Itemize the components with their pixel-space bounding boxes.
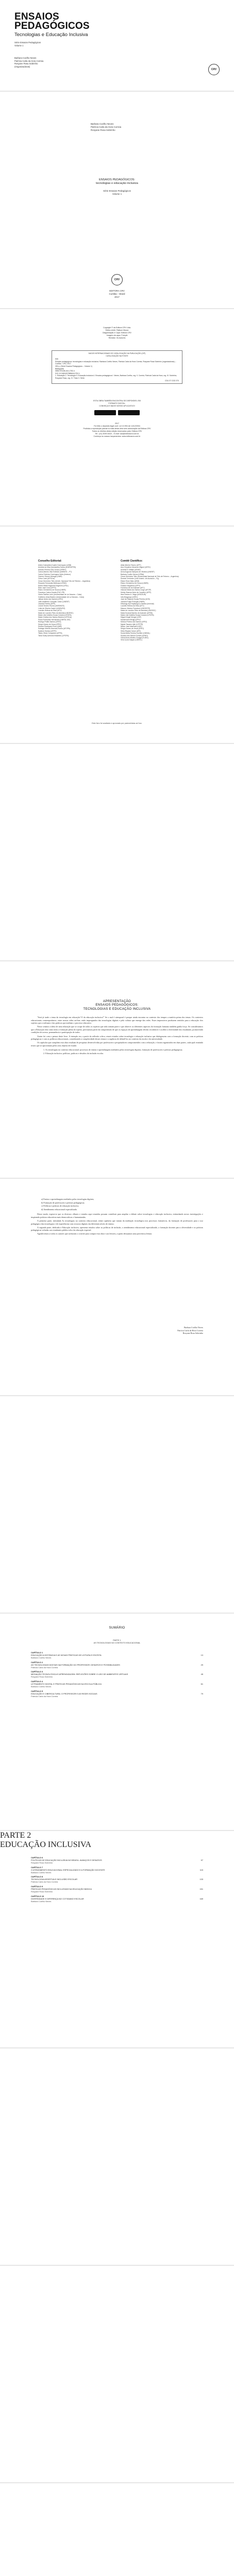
toc-entry[interactable]	[31, 1690, 203, 1698]
chapter-number: CAPÍTULO 6	[31, 1856, 43, 1859]
editorial-council-list: Conselho Editorial: Aldira Guimarães Duarte Domínguez (UNB) Andréia da Silva Quintanilha Sousa (UNIR/UFRN) Antônio Pereira Gaio Júnior (UFRRJ) Carlos Alberto Vilar Estêvão (UMINHO – PT) Carlos Federico Dominguez Avila (Unieuro) Carmen Tereza Velanga (UNIR) Celso Conti (UFSCar) Cesar Gerónimo Tello (Univer. Nacional Três de Febrero – Argentina) Eduardo Fernandes Barbosa (UFMG) Elione Maria Nogueira Diogenes (UFAL) Élsio José Corá (UFFS) Elizeu Clementino de Souza (UNEB) Francisco Carlos Duarte (PUC-PR) Gloria Fariñas León (Universidade de La Havana – Cuba) Guillermo Arias Beatón (Universidade de La Havana – Cuba) Jailson Alves dos Santos (UFRJ) João Adalberto Campato Junior (UNESP) Josania Portela (UFPI) Leonel Severo Rocha (UNISINOS) Lídia de Oliveira Xavier (UNIEURO) Lourdes Helena da Silva (UFV) Maria de Lourdes Pinto de Almeida (UNOESC) Maria Lília Imbiriba Sousa Colares (UFOPA) Maria Cristina dos Santos Bezerra (UFSCar) Paulo Romualdo Hernandes (UNIFAL-MG) Rodrigo Pratte-Santos (UFES) Sérgio Nunes de Jesus (IFRO) Simone Rodrigues Pinto (UNB) Solange Helena Ximenes-Rocha (UFOPA) Sydione Santos (UEPG) Tadeu Oliver Gonçalves (UFPA) Tania Suely Azevedo Brasileiro (UFOPA)	[38, 560, 115, 637]
council-member: Antônio Pereira Gaio Júnior (UFRRJ)	[38, 568, 66, 571]
title-page-series: Série Ensaios Pedagógicos Volume 1	[103, 190, 131, 195]
chapter-number: CAPÍTULO 9	[31, 1885, 43, 1888]
council-member: Najela Tavares Ujiie (UTFPR)	[121, 623, 143, 625]
publisher-logo-icon: CRV	[208, 64, 220, 75]
chapter-title: DIVERSIDADE E DIFERENÇA NO COTIDIANO ESCOLAR	[31, 1897, 84, 1900]
chapter-page: 151	[199, 1888, 203, 1891]
chapter-title: MEDIAÇÃO TECNOLÓGICA E APRENDIZAGEM: REFLEXÕES SOBRE O USO DE AMBIENTES VIRTUAIS	[31, 1673, 128, 1676]
chapter-title: O ATENDIMENTO EDUCACIONAL ESPECIALIZADO E A FORMAÇÃO DOCENTE	[31, 1868, 105, 1871]
title-page-publisher: EDITORA CRV Curitiba – Brasil 2017	[109, 290, 125, 298]
peer-review-note: Este livro foi avaliado e aprovado por pareceristas ad hoc.	[92, 722, 142, 724]
council-member: Francisco Carlos Duarte (PUC-PR)	[38, 591, 65, 594]
chapter-page: 29	[200, 1663, 203, 1666]
chapter-page: 97	[200, 1858, 203, 1861]
council-member: Josania Portela (UFPI)	[38, 602, 56, 605]
chapter-authors: Rosyane Rosa Sobrinho	[31, 1861, 53, 1864]
chapter-authors: Patrícia Carla da Hora Correia	[31, 1666, 58, 1669]
copyright-page	[0, 309, 234, 526]
toc-part-1	[31, 1652, 203, 1700]
toc-entry[interactable]	[31, 1671, 203, 1679]
blank-page	[0, 2483, 234, 2576]
chapter-title: PRÁTICAS PEDAGÓGICAS INCLUSIVAS NA EDUCAÇÃO BÁSICA	[31, 1888, 92, 1891]
presentation-heading: APRESENTAÇÃO ENSAIOS PEDAGÓGICOS: TECNOLOGIAS E EDUCAÇÃO INCLUSIVA	[83, 999, 151, 1011]
council-member: Diosnel Centurion (Univ Americ. de Asunción – Py)	[121, 578, 159, 580]
chapter-page: 13	[200, 1653, 203, 1656]
chapter-authors: Barbara Coelho Neves	[31, 1900, 52, 1903]
council-member: Altair Alberto Fávero (UPF)	[121, 564, 141, 566]
list-item: 1. As tecnologias no contexto educacional: processos de ensino e aprendizagem mediados pelas tecnologias digitais, formação de professores e práticas pedagógicas;	[43, 1048, 183, 1052]
summary-page-2	[0, 1831, 234, 2047]
chapter-page: 79	[200, 1692, 203, 1695]
chapter-authors: Barbara Coelho Neves	[31, 1656, 52, 1659]
chapter-number: CAPÍTULO 1	[31, 1651, 43, 1654]
blank-page	[0, 1396, 234, 1613]
council-member: Maria Cristina dos Santos Bezerra (UFSCar)	[38, 616, 72, 619]
toc-entry[interactable]	[31, 1652, 203, 1659]
council-member: Simone Rodrigues Pinto (UNB)	[38, 625, 62, 628]
council-member: Elione Maria Nogueira Diogenes (UFAL)	[38, 584, 69, 587]
toc-entry[interactable]	[31, 1857, 203, 1865]
council-member: Cesar Gerónimo Tello (Universidad Nacional de Três de Febrero – Argentina)	[121, 575, 179, 578]
blank-page	[0, 2266, 234, 2482]
cover-subtitle: Tecnologias e Educação Inclusiva	[14, 32, 88, 38]
council-member: Ilma Passos A. Veiga (UNICEUB)	[121, 594, 146, 596]
list-item: a) Ensino e aprendizagem mediados pelas tecnologias digitais;	[41, 1198, 94, 1200]
council-member: Élsio José Corá (UFFS)	[38, 587, 56, 589]
copyright-credits: Copyright © da Editora CRV Ltda. Editor-chefe: Railson Moura Diagramação e Capa: Editora CRV Imagem da capa: Freepik Revisão: Os Autores	[103, 327, 131, 339]
council-member: Helder Buenos Aires de Carvalho (UFPI)	[121, 591, 152, 594]
chapter-title: POLÍTICAS DE EDUCAÇÃO INCLUSIVA NO BRASIL: AVANÇOS E DESAFIOS	[31, 1858, 102, 1861]
toc-entry[interactable]	[31, 1895, 203, 1903]
title-page-title: ENSAIOS PEDAGÓGICOS: tecnologias e educação inclusiva	[96, 178, 138, 185]
chapter-authors: Rosyane Rosa Sobrinho	[31, 1675, 53, 1679]
council-member: Suzana dos Santos Gomes (UFMG)	[121, 634, 148, 637]
council-member: Mônica Pereira dos Santos (UFRJ)	[121, 621, 147, 623]
presentation-page-2	[0, 1179, 234, 1395]
presentation-body: "Será já tarde o tema da tecnologia em educação? E da educação inclusiva?" Se o mal é atemporal é porque ainda encontra no contexto dos tempos a matéria prima dos temas. Os contextos educacionais contemporâneos, entre nossas vidas on-line, estão impregnados das tecnologias digitais e pela cultura que emerge das redes. Esses imperativos produzem sentidos para a educação: dos sujeitos que a realizam e das práticas que mediam o processo educativo. Nesse cenário a ideia de uma educação que se ocupe de todos os sujeitos que nela tomam parte e que observe os diferentes aspectos da formação humana também ganha força. Se considerarmos que a Educação tem como meta a formação plena do sujeito, precisamos partir da compreensão de que os espaços de aprendizagem devem reconhecer e acolher a diversidade dos estudantes, promovendo condições de acesso, permanência e participação de todos. Assim foi com o pensar deste livro. A intenção era, a partir da reflexão crítica, reunir estudos sobre tecnologia e educação inclusiva que dialogassem com a formação docente, com as práticas pedagógicas e com as políticas educacionais, considerando a complexidade desses temas e a urgência de debatê-los no contexto da escola e da universidade. Os capítulos que compõem esta obra resultam de pesquisas desenvolvidas por professores e pesquisadores comprometidos com a educação, e foram organizados em duas partes, cada qual reunindo textos que se aproximam pelos seus objetos de estudo: 1. As tecnologias no contexto educacional: processos de ensino e aprendizagem mediados pelas tecnologias digitais, formação de professores e práticas pedagógicas; 2. Educação inclusiva: políticas, práticas e desafios da inclusão escolar.	[31, 1016, 203, 1055]
title-page-authors: Barbara Coelho Neves Patrícia Carla da Hora Correia Rosyane Rosa Sobrinho	[91, 123, 122, 131]
chapter-title: LETRAMENTO DIGITAL E PRÁTICAS PEDAGÓGICAS NA ESCOLA PÚBLICA	[31, 1683, 102, 1686]
council-member: Carlos Federico Dominguez Avila (Unieuro)	[38, 573, 71, 575]
chapter-title: TECNOLOGIA ASSISTIVA E INCLUSÃO ESCOLAR	[31, 1878, 78, 1881]
toc-part-2	[31, 1857, 203, 1905]
chapter-number: CAPÍTULO 3	[31, 1670, 43, 1673]
council-member: Francisco Ari de Andrade (UFC)	[121, 587, 145, 589]
council-member: Carmen Tereza Velanga (UNIR)	[38, 575, 62, 578]
google-play-badge-icon	[94, 410, 116, 415]
toc-entry[interactable]	[31, 1681, 203, 1688]
summary-page	[0, 1614, 234, 1830]
chapter-authors: Rosyane Rosa Sobrinho	[31, 1890, 53, 1893]
chapter-number: CAPÍTULO 4	[31, 1680, 43, 1683]
council-member: Aldira Guimarães Duarte Domínguez (UNB)	[38, 564, 72, 566]
council-member: Eduardo Fernandes Barbosa (UFMG)	[38, 582, 67, 585]
cover-authors: Barbara Coelho Neves Patrícia Carla da Hora Correia Rosyane Rosa Sobrinho (Organizadoras)	[14, 57, 44, 68]
council-member: Inês Bragança (UERJ)	[121, 596, 138, 598]
toc-entry[interactable]	[31, 1876, 203, 1884]
council-member: Vera Lucia Gaspar (UDESC)	[121, 639, 142, 641]
chapter-title: EDUCAÇÃO A DISTÂNCIA E AS NOVAS PRÁTICAS DE LEITURA E ESCRITA	[31, 1653, 102, 1656]
chapter-title: AS TECNOLOGIAS DIGITAIS NA FORMAÇÃO DO PROFESSOR: DESAFIOS E POSSIBILIDADES	[31, 1663, 120, 1666]
blank-page	[0, 2048, 234, 2265]
publisher-logo-icon: CRV	[111, 274, 123, 285]
council-member: Cesar Gerónimo Tello (Univer. Nacional Três de Febrero – Argentina)	[38, 580, 90, 582]
council-member: Lourdes Helena da Silva (UFV)	[121, 605, 144, 607]
chapter-authors: Patrícia Carla da Hora Correia	[31, 1694, 58, 1698]
chapter-number: CAPÍTULO 5	[31, 1689, 43, 1692]
council-member: Eliane Rose Maio (UEM)	[121, 580, 140, 582]
council-member: Mohammed Elhajji (UFRJ)	[121, 618, 141, 621]
council-member: Sonia Maria Ferreira Koehler (UNISAL)	[121, 632, 151, 635]
council-member: Sydione Santos (UEPG)	[38, 630, 57, 632]
council-member: Barbara Coelho Neves (UFBA)	[121, 573, 144, 575]
cover-page	[0, 0, 234, 91]
chapter-authors: Barbara Coelho Neves	[31, 1871, 52, 1874]
council-member: Gloria Fariñas León (Universidade de La Havana – Cuba)	[38, 594, 82, 596]
council-member: Nilson José Machado (USP)	[121, 625, 142, 628]
council-member: Maria Lília Imbiriba Sousa Colares (UFOPA)	[38, 614, 72, 616]
chapter-number: CAPÍTULO 2	[31, 1660, 43, 1664]
chapter-authors: Barbara Coelho Neves	[31, 1685, 52, 1688]
cover-title: ENSAIOS PEDAGÓGICOS	[14, 11, 90, 31]
council-member: Maria de Lourdes Pinto de Almeida (UNOESC)	[121, 609, 156, 612]
council-member: Míguel Ángel Monge (USP)	[121, 616, 142, 619]
chapter-page: 61	[200, 1683, 203, 1686]
app-store-badge-icon	[118, 410, 140, 415]
council-member: Lourdes Helena da Silva (UFV)	[38, 609, 62, 612]
council-member: José de Ribamar Sousa Pereira (UCB)	[121, 598, 150, 601]
council-member: Maria Lília Imbiriba Sousa Colares (UFOPA)	[121, 614, 154, 616]
part-2-heading: PARTE 2 EDUCAÇÃO INCLUSIVA	[0, 1831, 92, 1849]
chapter-page: 133	[199, 1878, 203, 1881]
council-member: Sérgio Nunes de Jesus (IFRO)	[121, 628, 144, 630]
title-page	[0, 92, 234, 308]
council-member: Andréia N. Militão (UEMS)	[121, 568, 141, 571]
council-member: Maria Eurácia Barreto de Andrade (UFRB)	[121, 612, 153, 614]
list-item: d) Atendimento educacional especializado.	[41, 1208, 78, 1211]
chapter-page: 169	[199, 1897, 203, 1900]
chapter-title: EDUCAÇÃO E CIBERCULTURA: O PROFESSOR E AS REDES SOCIAIS	[31, 1692, 97, 1695]
council-member: Marcos Vinicius Francisco (UNOESTE)	[121, 607, 151, 609]
chapter-number: CAPÍTULO 7	[31, 1866, 43, 1869]
council-member: Elizeu Clementino de Souza (UNEB)	[121, 582, 148, 585]
council-member: Solange Helena Ximenes-Rocha (UFOPA)	[38, 628, 71, 630]
toc-entry[interactable]	[31, 1886, 203, 1893]
toc-entry[interactable]	[31, 1867, 203, 1874]
app-store-badges	[94, 410, 140, 415]
digital-edition-notice: ESTA OBRA TAMBÉM ENCONTRA-SE DISPONÍVEL EM FORMATO DIGITAL. CONHEÇA E BAIXE NOSSO APLICATIVO!	[93, 400, 141, 407]
council-member: Carlos Alberto Vilar Estêvão (UMINHO – PT)	[38, 571, 72, 573]
council-member: Celso Conti (UFSCar)	[38, 578, 55, 580]
council-member: Paulo Romualdo Hernandes (UNIFAL-MG)	[38, 618, 71, 621]
cip-catalog-box: DADOS INTERNACIONAIS DE CATALOGAÇÃO NA PUBLICAÇÃO (CIP) CATALOGAÇÃO NA FONTE E59 Ensaios pedagógicos: tecnologias e educação inclusiva / Barbara Coelho Neves, Patrícia Carla da Hora Correia, Rosyane Rosa Sobrinho (organizadoras) – Curitiba : CRV, 2017. 390 p. (Série Ensaios Pedagógicos – Volume 1) Bibliografia ISBN 978-85-444-1752-4 DOI 10.24824/978854441752.4 1. Educação 2. Tecnologia 3. Educação inclusiva 4. Ensaios pedagógicos I. Neves, Barbara Coelho, org. II. Correia, Patrícia Carla da Hora, org. III. Sobrinho, Rosyane Rosa, org. IV. Título V. Série. CDU 37 CDD 370	[52, 350, 182, 384]
council-member: Kilwangy Kya Kapitango-a-Samba (Unemat)	[121, 602, 154, 605]
chapter-number: CAPÍTULO 10	[31, 1894, 44, 1897]
council-member: Elizeu Clementino de Souza (UNEB)	[38, 589, 66, 591]
council-member: Sérgio Nunes de Jesus (IFRO)	[38, 623, 62, 625]
council-member: Jussara Fraga Portugal (UNEB)	[121, 600, 145, 603]
chapter-number: CAPÍTULO 8	[31, 1875, 43, 1878]
list-item: 2. Educação inclusiva: políticas, práticas e desafios da inclusão escolar.	[43, 1052, 104, 1055]
presentation-list	[43, 1048, 203, 1055]
council-member: Rodrigo Pratte-Santos (UFES)	[38, 621, 61, 623]
list-item: c) Políticas e práticas de educação inclusiva;	[41, 1205, 79, 1208]
council-member: Leonel Severo Rocha (UNISINOS)	[38, 605, 64, 607]
council-member: Gláucia Maria dos Santos Jorge (UFOP)	[121, 589, 152, 591]
toc-entry[interactable]	[31, 1662, 203, 1669]
council-member: Tania Suely Azevedo Brasileiro (UFOPA)	[38, 634, 69, 637]
presentation-sublist	[41, 1198, 203, 1211]
council-member: Ana Chrystina Venancio Mignot (UERJ)	[121, 566, 151, 569]
cover-series: Série Ensaios Pedagógicos Volume 1	[14, 41, 41, 47]
scientific-committee-list: Comitê Científico: Altair Alberto Fávero (UPF) Ana Chrystina Venancio Mignot (UERJ) Andréia N. Militão (UEMS) Anna Augusta Sampaio de Oliveira (UNESP) Barbara Coelho Neves (UFBA) Cesar Gerónimo Tello (Universidad Nacional de Três de Febrero – Argentina) Diosnel Centurion (Univ Americ. de Asunción – Py) Eliane Rose Maio (UEM) Elizeu Clementino de Souza (UNEB) Fauston Negreiros (UFPI) Francisco Ari de Andrade (UFC) Gláucia Maria dos Santos Jorge (UFOP) Helder Buenos Aires de Carvalho (UFPI) Ilma Passos A. Veiga (UNICEUB) Inês Bragança (UERJ) José de Ribamar Sousa Pereira (UCB) Jussara Fraga Portugal (UNEB) Kilwangy Kya Kapitango-a-Samba (Unemat) Lourdes Helena da Silva (UFV) Marcos Vinicius Francisco (UNOESTE) Maria de Lourdes Pinto de Almeida (UNOESC) Maria Eurácia Barreto de Andrade (UFRB) Maria Lília Imbiriba Sousa Colares (UFOPA) Míguel Ángel Monge (USP) Mohammed Elhajji (UFRJ) Mônica Pereira dos Santos (UFRJ) Najela Tavares Ujiie (UTFPR) Nilson José Machado (USP) Sérgio Nunes de Jesus (IFRO) Silvia Regina Canan (URI) Sonia Maria Ferreira Koehler (UNISAL) Suzana dos Santos Gomes (UFMG) Vânia Alves Martins Chaigar (FURG) Vera Lucia Gaspar (UDESC)	[121, 560, 198, 641]
council-member: Maria de Lourdes Pinto de Almeida (UNOESC)	[38, 612, 74, 614]
council-member: Jailson Alves dos Santos (UFRJ)	[38, 598, 63, 601]
presentation-signature: Barbara Coelho Neves Patrícia Carla da Hora Correia Rosyane Rosa Sobrinho	[177, 1326, 203, 1335]
council-member: Andréia da Silva Quintanilha Sousa (UNIR/UFRN)	[38, 566, 76, 569]
council-member: João Adalberto Campato Junior (UNESP)	[38, 600, 70, 603]
chapter-page: 45	[200, 1673, 203, 1676]
council-member: Tadeu Oliver Gonçalves (UFPA)	[38, 632, 62, 635]
council-member: Lídia de Oliveira Xavier (UNIEURO)	[38, 607, 65, 609]
council-member: Silvia Regina Canan (URI)	[121, 630, 141, 632]
council-member: Guillermo Arias Beatón (Universidade de La Havana – Cuba)	[38, 596, 85, 598]
council-member: Anna Augusta Sampaio de Oliveira (UNESP)	[121, 571, 155, 573]
list-item: b) Formação de professores e práticas pedagógicas;	[41, 1201, 85, 1204]
summary-heading: SUMÁRIO	[109, 1626, 125, 1630]
editorial-council-page	[0, 527, 234, 743]
blank-page	[0, 744, 234, 960]
chapter-page: 115	[199, 1868, 203, 1871]
presentation-body-2: a) Ensino e aprendizagem mediados pelas tecnologias digitais; b) Formação de professores e práticas pedagógicas; c) Políticas e práticas de educação inclusiva; d) Atendimento educacional especializado. Desse modo, espera-se que os diversos olhares e estudos aqui reunidos possam contribuir para ampliar o debate sobre tecnologias e educação inclusiva, estimulando novas investigações e inspirando práticas educativas mais democráticas e humanizadas. A primeira parte, intitulada As tecnologias no contexto educacional, reúne capítulos que tratam da mediação tecnológica nos processos formativos, da formação de professores para o uso pedagógico das tecnologias e de experiências com recursos digitais em diferentes níveis de ensino. A segunda parte, dedicada à Educação inclusiva, apresenta estudos sobre as políticas de inclusão, o atendimento educacional especializado, a formação docente para a diversidade e as práticas pedagógicas voltadas aos estudantes público-alvo da educação especial. Agradecemos a todos os autores que aceitaram o convite para compor esta obra e aos leitores, a quem desejamos uma proveitosa leitura.	[31, 1198, 203, 1235]
chapter-authors: Patrícia Carla da Hora Correia	[31, 1880, 58, 1884]
part-1-heading: PARTE 1 AS TECNOLOGIAS NO CONTEXTO EDUCACIONAL	[93, 1639, 141, 1644]
council-member: Fauston Negreiros (UFPI)	[121, 584, 140, 587]
copyright-legal: 2017 Foi feito o depósito legal conf. Lei 10.994 de 14/12/2004 Proibida a reprodução parcial ou total desta obra sem autorização da Editora CRV Todos os direitos desta edição reservados pela: Editora CRV Tel.: (41) 3039-6418 – E-mail: sac@editoracrv.com.br Conheça os nossos lançamentos: www.editoracrv.com.br	[83, 422, 151, 437]
presentation-page	[0, 961, 234, 1178]
council-member: Vânia Alves Martins Chaigar (FURG)	[121, 637, 148, 639]
